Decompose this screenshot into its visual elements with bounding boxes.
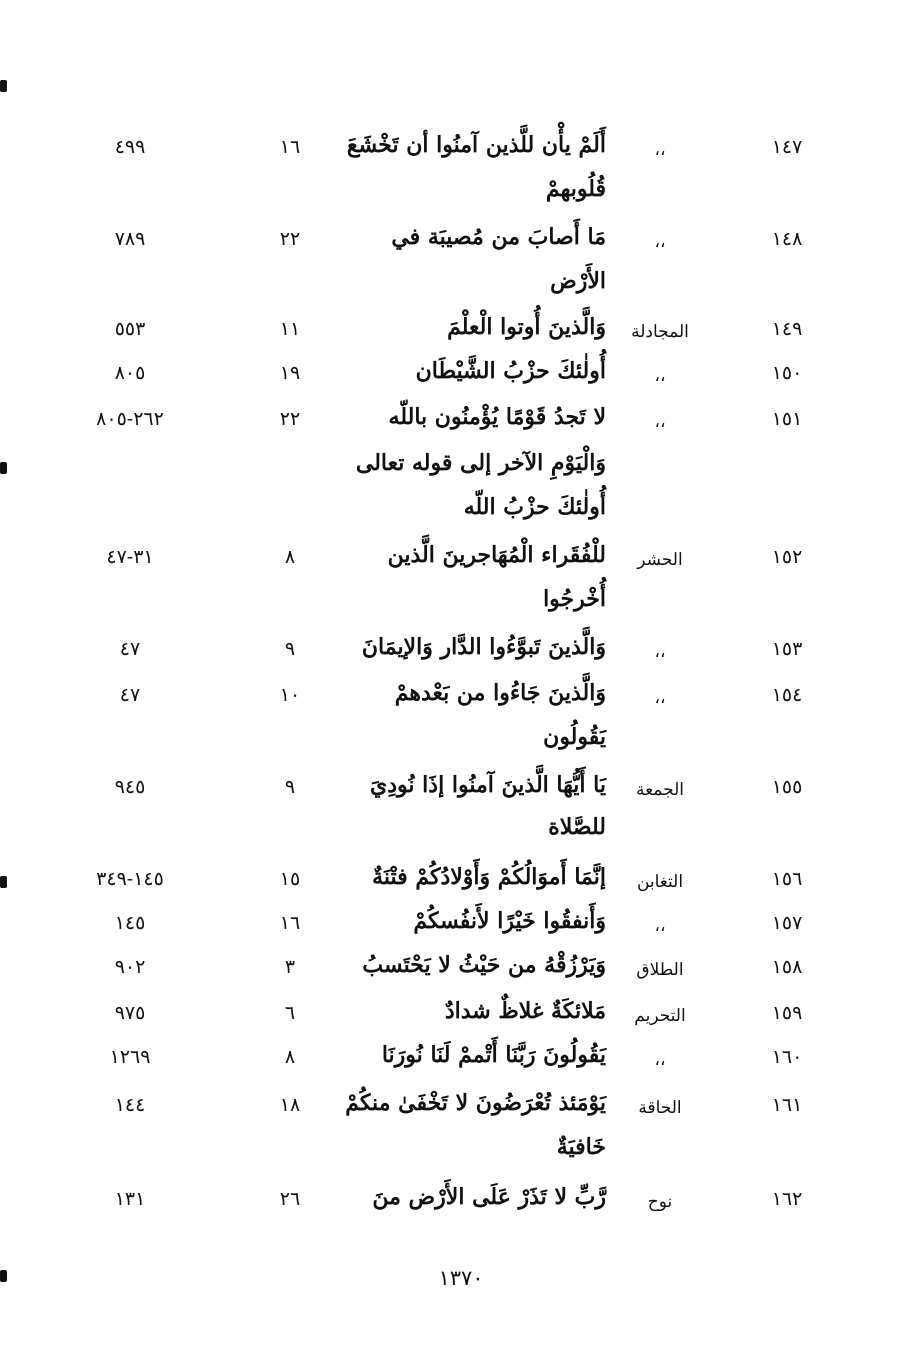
ayah-number: ١٨ bbox=[279, 1094, 301, 1116]
verse-text: أَلَمْ يأْن للَّذين آمنُوا أن تَخْشَعَ bbox=[346, 132, 606, 158]
ayah-number: ٢٦ bbox=[279, 1188, 301, 1210]
ayah-number: ٨ bbox=[284, 1046, 296, 1068]
verse-text: وَالَّذينَ أُوتوا الْعلْمَ bbox=[447, 314, 606, 340]
entry-number: ١٦١ bbox=[771, 1094, 803, 1116]
table-row bbox=[0, 540, 922, 586]
page-reference: ٤٧ bbox=[119, 684, 141, 706]
verse-text: مَا أَصابَ من مُصيبَة في bbox=[391, 224, 606, 250]
table-row bbox=[0, 996, 922, 1042]
entry-number: ١٥٨ bbox=[771, 956, 803, 978]
entry-number: ١٤٧ bbox=[771, 136, 803, 158]
ayah-number: ٩ bbox=[284, 638, 296, 660]
entry-number: ١٤٨ bbox=[771, 228, 803, 250]
table-row bbox=[0, 1040, 922, 1086]
entry-number: ١٥٤ bbox=[771, 684, 803, 706]
verse-text: وَالَّذينَ جَاءُوا من بَعْدهمْ bbox=[394, 680, 606, 706]
page-reference: ١٢٦٩ bbox=[109, 1046, 151, 1068]
surah-name: التحريم bbox=[634, 1006, 686, 1026]
page-reference: ١٤٤ bbox=[114, 1094, 146, 1116]
ayah-number: ٢٢ bbox=[279, 228, 301, 250]
page-reference: ٥٥٣ bbox=[114, 318, 146, 340]
verse-continuation: وَالْيَوْمِ الآخر إلى قوله تعالى bbox=[355, 450, 606, 476]
surah-name: ،، bbox=[654, 1050, 666, 1070]
surah-name: ،، bbox=[654, 366, 666, 386]
verse-continuation: يَقُولُون bbox=[543, 724, 606, 750]
verse-text: إنَّمَا أَموَالُكُمْ وَأَوْلادُكُمْ فتْنَةٌ bbox=[372, 864, 606, 890]
verse-continuation: قُلُوبهمْ bbox=[545, 176, 606, 202]
ayah-number: ٢٢ bbox=[279, 408, 301, 430]
table-row bbox=[0, 1088, 922, 1134]
margin-mark bbox=[0, 1270, 7, 1282]
page-reference: ١٤٥ bbox=[114, 912, 146, 934]
table-row bbox=[0, 862, 922, 908]
verse-text: وَيَرْزُقْهُ من حَيْثُ لا يَحْتَسبُ bbox=[362, 952, 606, 978]
verse-continuation: للصَّلاة bbox=[548, 814, 606, 840]
ayah-number: ٩ bbox=[284, 776, 296, 798]
entry-number: ١٥٣ bbox=[771, 638, 803, 660]
verse-continuation: خَافيَةٌ bbox=[556, 1134, 606, 1160]
surah-name: ،، bbox=[654, 232, 666, 252]
ayah-number: ١١ bbox=[279, 318, 301, 340]
verse-text: للْفُقَراء الْمُهَاجرينَ الَّذين bbox=[387, 542, 606, 568]
page-reference: ٩٠٢ bbox=[114, 956, 146, 978]
page-reference: ٤٧ bbox=[119, 638, 141, 660]
verse-text: مَلائكَةٌ غلاظٌ شدادٌ bbox=[444, 998, 606, 1024]
page-reference: ٧٨٩ bbox=[114, 228, 146, 250]
verse-text: يَا أَيُّهَا الَّذينَ آمنُوا إذَا نُودِيَ bbox=[370, 772, 606, 798]
verse-text: وَأَنفقُوا خَيْرًا لأَنفُسكُمْ bbox=[413, 908, 606, 934]
surah-name: ،، bbox=[654, 642, 666, 662]
page-reference: ٩٤٥ bbox=[114, 776, 146, 798]
ayah-number: ١٥ bbox=[279, 868, 301, 890]
surah-name: الحاقة bbox=[638, 1098, 682, 1118]
surah-name: الجمعة bbox=[635, 780, 685, 800]
verse-text: يَوْمَئذ تُعْرَضُونَ لا تَخْفَىٰ منكُمْ bbox=[345, 1090, 606, 1116]
table-row bbox=[0, 1182, 922, 1228]
ayah-number: ٦ bbox=[284, 1002, 296, 1024]
surah-name: ،، bbox=[654, 916, 666, 936]
verse-text: وَالَّذينَ تَبوَّءُوا الدَّار وَالإيمَانَ bbox=[361, 634, 606, 660]
page-reference: ١٣١ bbox=[114, 1188, 146, 1210]
verse-text: أُولٰئكَ حزْبُ الشَّيْطَان bbox=[415, 358, 606, 384]
verse-continuation: الأَرْض bbox=[550, 268, 606, 294]
table-row bbox=[0, 356, 922, 402]
ayah-number: ١٠ bbox=[279, 684, 301, 706]
verse-continuation: أُولٰئكَ حزْبُ اللّه bbox=[463, 494, 606, 520]
entry-number: ١٤٩ bbox=[771, 318, 803, 340]
entry-number: ١٥٧ bbox=[771, 912, 803, 934]
surah-name: الحشر bbox=[637, 550, 683, 570]
margin-mark bbox=[0, 462, 7, 474]
surah-name: ،، bbox=[654, 688, 666, 708]
page-reference: ١٤٥-٣٤٩ bbox=[96, 868, 164, 890]
page-number: ١٣٧٠ bbox=[438, 1266, 484, 1290]
table-row bbox=[0, 130, 922, 176]
table-row bbox=[0, 678, 922, 724]
entry-number: ١٥٥ bbox=[771, 776, 803, 798]
surah-name: ،، bbox=[654, 412, 666, 432]
entry-number: ١٥٦ bbox=[771, 868, 803, 890]
ayah-number: ٣ bbox=[284, 956, 296, 978]
page-reference: ٤٩٩ bbox=[114, 136, 146, 158]
ayah-number: ١٩ bbox=[279, 362, 301, 384]
entry-number: ١٦٠ bbox=[771, 1046, 803, 1068]
entry-number: ١٥٩ bbox=[771, 1002, 803, 1024]
verse-continuation: أُخْرجُوا bbox=[543, 586, 606, 612]
page-reference: ٨٠٥ bbox=[114, 362, 146, 384]
ayah-number: ١٦ bbox=[279, 912, 301, 934]
ayah-number: ١٦ bbox=[279, 136, 301, 158]
table-row bbox=[0, 632, 922, 678]
table-row bbox=[0, 402, 922, 448]
surah-name: المجادلة bbox=[631, 322, 689, 342]
table-row bbox=[0, 222, 922, 268]
verse-text: يَقُولُونَ رَبَّنَا أَتْممْ لَنَا نُورَنَا bbox=[381, 1042, 606, 1068]
surah-name: الطلاق bbox=[636, 960, 684, 980]
surah-name: ،، bbox=[654, 140, 666, 160]
ayah-number: ٨ bbox=[284, 546, 296, 568]
table-row bbox=[0, 312, 922, 358]
entry-number: ١٥٢ bbox=[771, 546, 803, 568]
entry-number: ١٦٢ bbox=[771, 1188, 803, 1210]
surah-name: نوح bbox=[647, 1192, 673, 1212]
page-reference: ٣١-٤٧ bbox=[106, 546, 154, 568]
page-reference: ٩٧٥ bbox=[114, 1002, 146, 1024]
entry-number: ١٥١ bbox=[771, 408, 803, 430]
table-row bbox=[0, 950, 922, 996]
verse-text: لا تَجدُ قَوْمًا يُؤْمنُون باللّه bbox=[388, 404, 606, 430]
margin-mark bbox=[0, 80, 7, 92]
table-row bbox=[0, 770, 922, 816]
surah-name: التغابن bbox=[636, 872, 684, 892]
entry-number: ١٥٠ bbox=[771, 362, 803, 384]
page-reference: ٢٦٢-٨٠٥ bbox=[96, 408, 164, 430]
table-row bbox=[0, 906, 922, 952]
verse-text: رَّبِّ لا تَذَرْ عَلَى الأَرْض منَ bbox=[372, 1184, 606, 1210]
